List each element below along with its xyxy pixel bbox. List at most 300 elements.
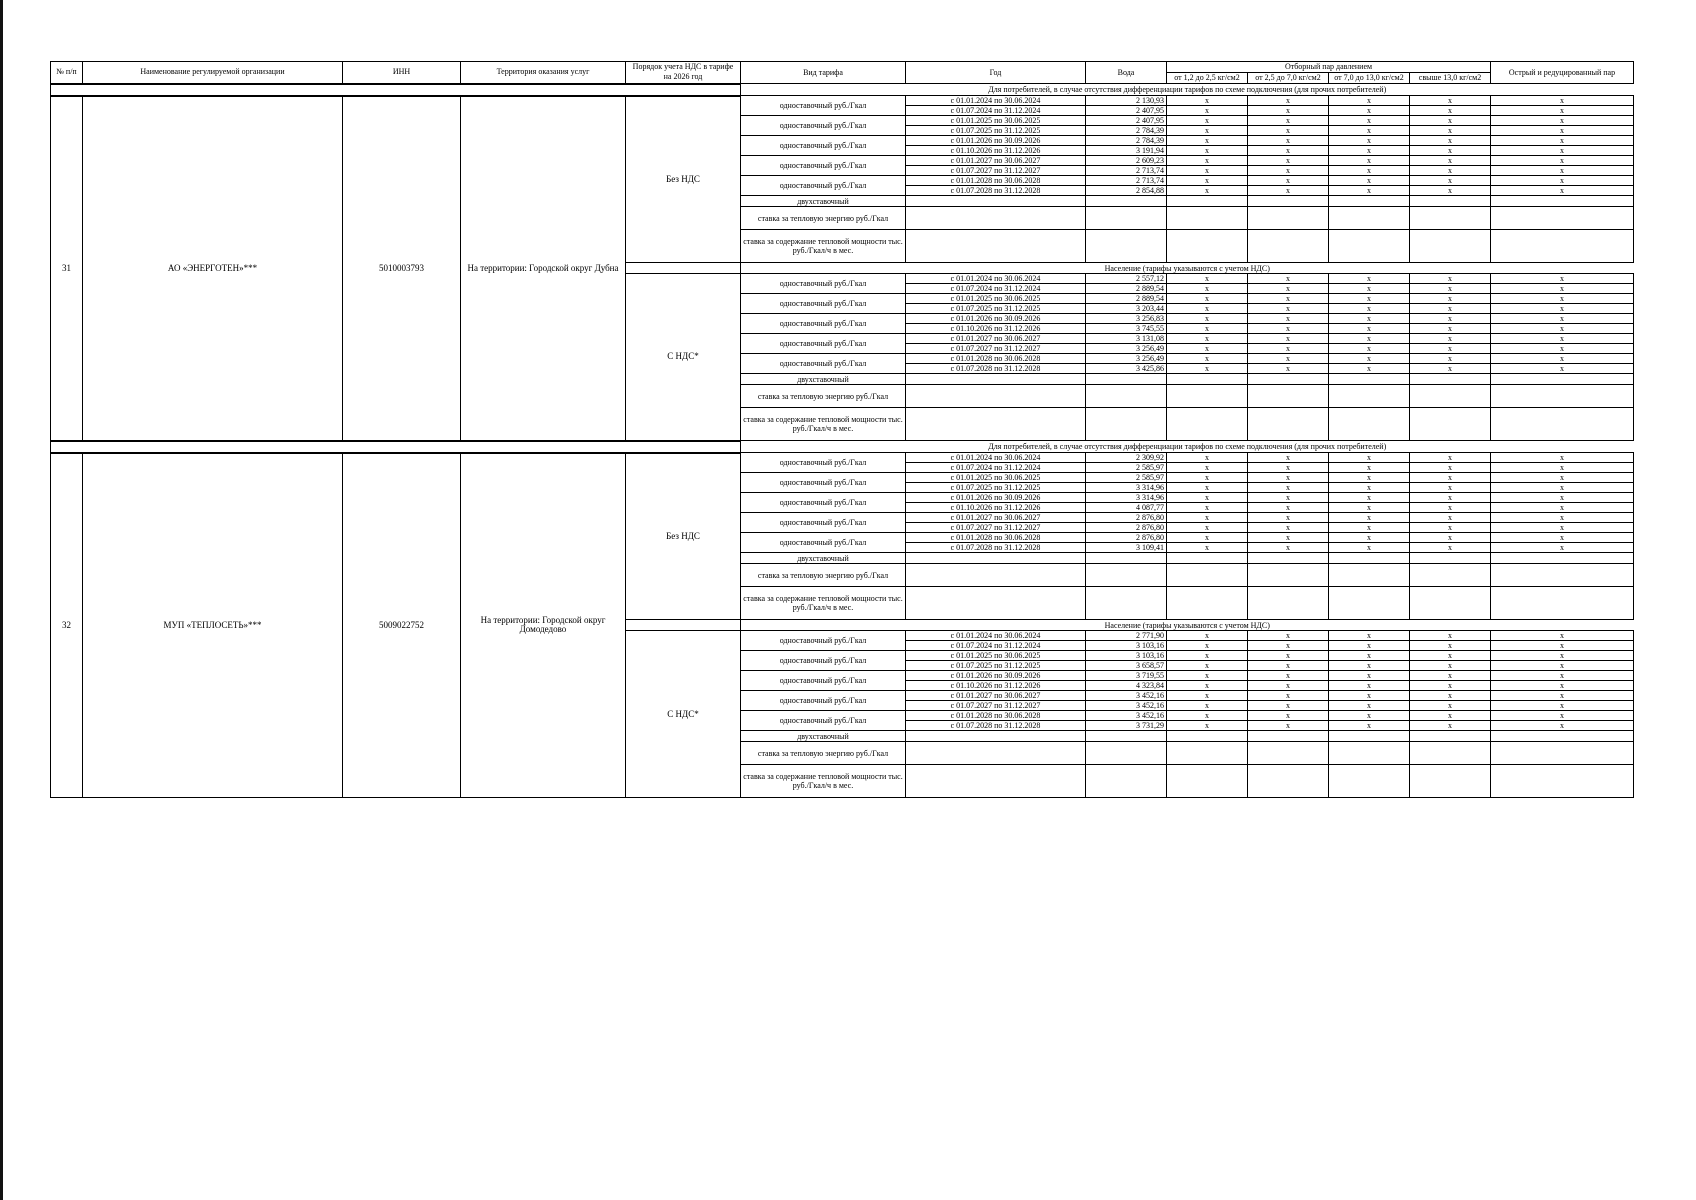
x-mark: x <box>1329 543 1410 553</box>
empty-cell <box>1410 731 1491 742</box>
water-value: 2 854,88 <box>1086 186 1167 196</box>
period-cell: с 01.01.2027 по 30.06.2027 <box>906 334 1086 344</box>
x-mark: x <box>1491 523 1634 533</box>
energy-rate-label: ставка за тепловую энергию руб./Гкал <box>741 207 906 230</box>
empty-cell <box>1491 408 1634 441</box>
x-mark: x <box>1491 364 1634 374</box>
x-mark: x <box>1248 651 1329 661</box>
single-rate-label: одноставочный руб./Гкал <box>741 294 906 314</box>
period-cell: с 01.01.2026 по 30.09.2026 <box>906 314 1086 324</box>
header-pressure-2: от 2,5 до 7,0 кг/см2 <box>1248 73 1329 84</box>
x-mark: x <box>1329 463 1410 473</box>
section-gap <box>51 84 741 96</box>
x-mark: x <box>1491 146 1634 156</box>
x-mark: x <box>1248 314 1329 324</box>
x-mark: x <box>1248 533 1329 543</box>
x-mark: x <box>1167 671 1248 681</box>
x-mark: x <box>1167 661 1248 671</box>
x-mark: x <box>1248 324 1329 334</box>
x-mark: x <box>1167 503 1248 513</box>
x-mark: x <box>1410 543 1491 553</box>
empty-cell <box>1329 765 1410 798</box>
x-mark: x <box>1167 156 1248 166</box>
x-mark: x <box>1329 453 1410 463</box>
empty-cell <box>1086 742 1167 765</box>
section-gap <box>51 441 741 453</box>
empty-cell <box>906 553 1086 564</box>
water-value: 2 609,23 <box>1086 156 1167 166</box>
empty-cell <box>1167 731 1248 742</box>
x-mark: x <box>1410 176 1491 186</box>
empty-cell <box>1329 196 1410 207</box>
tariff-table <box>50 61 1634 798</box>
capacity-rate-label: ставка за содержание тепловой мощности тыс. руб./Гкал/ч в мес. <box>741 230 906 263</box>
period-cell: с 01.07.2025 по 31.12.2025 <box>906 483 1086 493</box>
empty-cell <box>1491 196 1634 207</box>
empty-cell <box>1086 230 1167 263</box>
water-value: 3 203,44 <box>1086 304 1167 314</box>
empty-cell <box>1248 385 1329 408</box>
single-rate-label: одноставочный руб./Гкал <box>741 671 906 691</box>
x-mark: x <box>1167 631 1248 641</box>
x-mark: x <box>1248 96 1329 106</box>
period-cell: с 01.07.2025 по 31.12.2025 <box>906 126 1086 136</box>
period-cell: с 01.01.2025 по 30.06.2025 <box>906 116 1086 126</box>
empty-cell <box>1167 564 1248 587</box>
x-mark: x <box>1167 711 1248 721</box>
x-mark: x <box>1167 136 1248 146</box>
x-mark: x <box>1329 711 1410 721</box>
x-mark: x <box>1329 96 1410 106</box>
period-cell: с 01.01.2024 по 30.06.2024 <box>906 274 1086 284</box>
x-mark: x <box>1491 463 1634 473</box>
x-mark: x <box>1410 274 1491 284</box>
x-mark: x <box>1410 533 1491 543</box>
x-mark: x <box>1329 701 1410 711</box>
empty-cell <box>1167 553 1248 564</box>
water-value: 3 452,16 <box>1086 701 1167 711</box>
period-cell: с 01.10.2026 по 31.12.2026 <box>906 503 1086 513</box>
empty-cell <box>906 207 1086 230</box>
single-rate-label: одноставочный руб./Гкал <box>741 354 906 374</box>
energy-rate-label: ставка за тепловую энергию руб./Гкал <box>741 385 906 408</box>
x-mark: x <box>1248 641 1329 651</box>
empty-cell <box>1491 553 1634 564</box>
period-cell: с 01.01.2028 по 30.06.2028 <box>906 176 1086 186</box>
x-mark: x <box>1491 711 1634 721</box>
x-mark: x <box>1491 304 1634 314</box>
header-tariff-type: Вид тарифа <box>741 62 906 84</box>
single-rate-label: одноставочный руб./Гкал <box>741 493 906 513</box>
vat-gap <box>626 620 741 631</box>
x-mark: x <box>1410 691 1491 701</box>
water-value: 2 713,74 <box>1086 176 1167 186</box>
single-rate-label: одноставочный руб./Гкал <box>741 513 906 533</box>
period-cell: с 01.01.2025 по 30.06.2025 <box>906 294 1086 304</box>
x-mark: x <box>1248 493 1329 503</box>
energy-rate-label: ставка за тепловую энергию руб./Гкал <box>741 564 906 587</box>
x-mark: x <box>1248 106 1329 116</box>
x-mark: x <box>1410 503 1491 513</box>
period-cell: с 01.07.2028 по 31.12.2028 <box>906 721 1086 731</box>
x-mark: x <box>1410 324 1491 334</box>
x-mark: x <box>1167 364 1248 374</box>
period-cell: с 01.01.2026 по 30.09.2026 <box>906 136 1086 146</box>
x-mark: x <box>1167 186 1248 196</box>
x-mark: x <box>1167 176 1248 186</box>
header-pressure-1: от 1,2 до 2,5 кг/см2 <box>1167 73 1248 84</box>
empty-cell <box>1410 587 1491 620</box>
x-mark: x <box>1167 274 1248 284</box>
x-mark: x <box>1410 631 1491 641</box>
x-mark: x <box>1491 136 1634 146</box>
org-inn: 5009022752 <box>343 453 461 798</box>
water-value: 2 130,93 <box>1086 96 1167 106</box>
energy-rate-label: ставка за тепловую энергию руб./Гкал <box>741 742 906 765</box>
header-num: № п/п <box>51 62 83 84</box>
single-rate-label: одноставочный руб./Гкал <box>741 334 906 354</box>
empty-cell <box>906 742 1086 765</box>
vat-mode: С НДС* <box>626 274 741 441</box>
x-mark: x <box>1329 334 1410 344</box>
x-mark: x <box>1329 344 1410 354</box>
empty-cell <box>1167 196 1248 207</box>
x-mark: x <box>1167 324 1248 334</box>
x-mark: x <box>1167 651 1248 661</box>
x-mark: x <box>1491 126 1634 136</box>
empty-cell <box>1329 742 1410 765</box>
single-rate-label: одноставочный руб./Гкал <box>741 176 906 196</box>
empty-cell <box>1248 207 1329 230</box>
org-name: МУП «ТЕПЛОСЕТЬ»*** <box>83 453 343 798</box>
water-value: 3 658,57 <box>1086 661 1167 671</box>
empty-cell <box>1248 564 1329 587</box>
period-cell: с 01.10.2026 по 31.12.2026 <box>906 324 1086 334</box>
empty-cell <box>1491 765 1634 798</box>
org-territory: На территории: Городской округ Дубна <box>461 96 626 441</box>
period-cell: с 01.01.2027 по 30.06.2027 <box>906 691 1086 701</box>
x-mark: x <box>1410 671 1491 681</box>
x-mark: x <box>1410 493 1491 503</box>
empty-cell <box>1167 408 1248 441</box>
x-mark: x <box>1410 334 1491 344</box>
x-mark: x <box>1491 701 1634 711</box>
two-rate-label: двухставочный <box>741 196 906 207</box>
header-sharp-steam: Острый и редуцированный пар <box>1491 62 1634 84</box>
x-mark: x <box>1410 314 1491 324</box>
period-cell: с 01.01.2024 по 30.06.2024 <box>906 96 1086 106</box>
water-value: 2 876,80 <box>1086 523 1167 533</box>
empty-cell <box>1086 731 1167 742</box>
x-mark: x <box>1410 294 1491 304</box>
x-mark: x <box>1248 334 1329 344</box>
x-mark: x <box>1410 661 1491 671</box>
x-mark: x <box>1329 126 1410 136</box>
x-mark: x <box>1248 681 1329 691</box>
x-mark: x <box>1248 671 1329 681</box>
x-mark: x <box>1329 533 1410 543</box>
empty-cell <box>1410 742 1491 765</box>
header-pressure-4: свыше 13,0 кг/см2 <box>1410 73 1491 84</box>
x-mark: x <box>1167 106 1248 116</box>
x-mark: x <box>1329 314 1410 324</box>
x-mark: x <box>1410 641 1491 651</box>
x-mark: x <box>1491 681 1634 691</box>
period-cell: с 01.01.2025 по 30.06.2025 <box>906 651 1086 661</box>
x-mark: x <box>1167 493 1248 503</box>
x-mark: x <box>1167 533 1248 543</box>
empty-cell <box>1410 564 1491 587</box>
capacity-rate-label: ставка за содержание тепловой мощности тыс. руб./Гкал/ч в мес. <box>741 408 906 441</box>
x-mark: x <box>1167 701 1248 711</box>
x-mark: x <box>1329 473 1410 483</box>
header-water: Вода <box>1086 62 1167 84</box>
empty-cell <box>1329 374 1410 385</box>
empty-cell <box>1086 587 1167 620</box>
empty-cell <box>1491 374 1634 385</box>
period-cell: с 01.01.2024 по 30.06.2024 <box>906 631 1086 641</box>
single-rate-label: одноставочный руб./Гкал <box>741 96 906 116</box>
x-mark: x <box>1167 641 1248 651</box>
x-mark: x <box>1491 513 1634 523</box>
empty-cell <box>1248 374 1329 385</box>
table-body <box>51 84 1634 798</box>
x-mark: x <box>1410 473 1491 483</box>
single-rate-label: одноставочный руб./Гкал <box>741 274 906 294</box>
tariff-row <box>51 453 1634 463</box>
period-cell: с 01.01.2027 по 30.06.2027 <box>906 156 1086 166</box>
x-mark: x <box>1167 483 1248 493</box>
x-mark: x <box>1491 453 1634 463</box>
x-mark: x <box>1329 156 1410 166</box>
x-mark: x <box>1410 126 1491 136</box>
vat-gap <box>626 263 741 274</box>
empty-cell <box>1248 742 1329 765</box>
x-mark: x <box>1491 473 1634 483</box>
x-mark: x <box>1248 661 1329 671</box>
x-mark: x <box>1329 304 1410 314</box>
empty-cell <box>1410 230 1491 263</box>
water-value: 2 889,54 <box>1086 294 1167 304</box>
x-mark: x <box>1329 681 1410 691</box>
empty-cell <box>1086 374 1167 385</box>
empty-cell <box>906 374 1086 385</box>
x-mark: x <box>1491 671 1634 681</box>
empty-cell <box>1410 408 1491 441</box>
empty-cell <box>1491 564 1634 587</box>
two-rate-label: двухставочный <box>741 553 906 564</box>
x-mark: x <box>1248 543 1329 553</box>
x-mark: x <box>1329 274 1410 284</box>
x-mark: x <box>1329 483 1410 493</box>
x-mark: x <box>1329 691 1410 701</box>
period-cell: с 01.01.2028 по 30.06.2028 <box>906 711 1086 721</box>
water-value: 3 256,83 <box>1086 314 1167 324</box>
period-cell: с 01.01.2028 по 30.06.2028 <box>906 533 1086 543</box>
x-mark: x <box>1491 493 1634 503</box>
empty-cell <box>1248 196 1329 207</box>
x-mark: x <box>1329 493 1410 503</box>
x-mark: x <box>1491 284 1634 294</box>
empty-cell <box>1086 408 1167 441</box>
period-cell: с 01.01.2027 по 30.06.2027 <box>906 513 1086 523</box>
x-mark: x <box>1248 483 1329 493</box>
org-name: АО «ЭНЕРГОТЕН»*** <box>83 96 343 441</box>
single-rate-label: одноставочный руб./Гкал <box>741 156 906 176</box>
x-mark: x <box>1491 106 1634 116</box>
empty-cell <box>1491 587 1634 620</box>
x-mark: x <box>1248 166 1329 176</box>
x-mark: x <box>1491 503 1634 513</box>
section-row <box>51 441 1634 453</box>
x-mark: x <box>1491 721 1634 731</box>
period-cell: с 01.07.2024 по 31.12.2024 <box>906 284 1086 294</box>
single-rate-label: одноставочный руб./Гкал <box>741 533 906 553</box>
x-mark: x <box>1410 146 1491 156</box>
org-territory: На территории: Городской округ Домодедово <box>461 453 626 798</box>
vat-mode: Без НДС <box>626 96 741 263</box>
x-mark: x <box>1248 116 1329 126</box>
empty-cell <box>906 564 1086 587</box>
single-rate-label: одноставочный руб./Гкал <box>741 314 906 334</box>
capacity-rate-label: ставка за содержание тепловой мощности тыс. руб./Гкал/ч в мес. <box>741 587 906 620</box>
x-mark: x <box>1167 523 1248 533</box>
x-mark: x <box>1410 681 1491 691</box>
empty-cell <box>1167 230 1248 263</box>
x-mark: x <box>1410 284 1491 294</box>
x-mark: x <box>1167 463 1248 473</box>
section-heading: Население (тарифы указываются с учетом НДС) <box>741 263 1634 274</box>
water-value: 3 314,96 <box>1086 483 1167 493</box>
period-cell: с 01.01.2026 по 30.09.2026 <box>906 493 1086 503</box>
x-mark: x <box>1410 186 1491 196</box>
x-mark: x <box>1491 324 1634 334</box>
x-mark: x <box>1410 483 1491 493</box>
single-rate-label: одноставочный руб./Гкал <box>741 116 906 136</box>
x-mark: x <box>1410 364 1491 374</box>
empty-cell <box>1086 553 1167 564</box>
x-mark: x <box>1329 146 1410 156</box>
water-value: 2 889,54 <box>1086 284 1167 294</box>
x-mark: x <box>1167 146 1248 156</box>
water-value: 2 585,97 <box>1086 473 1167 483</box>
x-mark: x <box>1329 661 1410 671</box>
x-mark: x <box>1491 314 1634 324</box>
x-mark: x <box>1410 721 1491 731</box>
period-cell: с 01.07.2028 по 31.12.2028 <box>906 543 1086 553</box>
x-mark: x <box>1167 721 1248 731</box>
x-mark: x <box>1329 641 1410 651</box>
empty-cell <box>1491 742 1634 765</box>
x-mark: x <box>1167 334 1248 344</box>
x-mark: x <box>1491 691 1634 701</box>
section-row <box>51 84 1634 96</box>
empty-cell <box>1248 408 1329 441</box>
single-rate-label: одноставочный руб./Гкал <box>741 691 906 711</box>
period-cell: с 01.01.2028 по 30.06.2028 <box>906 354 1086 364</box>
x-mark: x <box>1329 284 1410 294</box>
water-value: 2 585,97 <box>1086 463 1167 473</box>
empty-cell <box>1167 765 1248 798</box>
x-mark: x <box>1167 691 1248 701</box>
section-heading: Население (тарифы указываются с учетом НДС) <box>741 620 1634 631</box>
x-mark: x <box>1491 631 1634 641</box>
x-mark: x <box>1329 116 1410 126</box>
period-cell: с 01.07.2028 по 31.12.2028 <box>906 186 1086 196</box>
single-rate-label: одноставочный руб./Гкал <box>741 651 906 671</box>
empty-cell <box>1329 553 1410 564</box>
section-heading: Для потребителей, в случае отсутствия дифференциации тарифов по схеме подключения (для прочих потребителей) <box>741 441 1634 453</box>
x-mark: x <box>1410 701 1491 711</box>
empty-cell <box>1491 731 1634 742</box>
empty-cell <box>1329 408 1410 441</box>
empty-cell <box>1248 587 1329 620</box>
empty-cell <box>1167 587 1248 620</box>
water-value: 2 407,95 <box>1086 106 1167 116</box>
x-mark: x <box>1248 146 1329 156</box>
x-mark: x <box>1248 453 1329 463</box>
period-cell: с 01.07.2027 по 31.12.2027 <box>906 166 1086 176</box>
period-cell: с 01.10.2026 по 31.12.2026 <box>906 681 1086 691</box>
x-mark: x <box>1491 186 1634 196</box>
water-value: 4 087,77 <box>1086 503 1167 513</box>
water-value: 3 109,41 <box>1086 543 1167 553</box>
x-mark: x <box>1167 354 1248 364</box>
x-mark: x <box>1248 463 1329 473</box>
water-value: 2 309,92 <box>1086 453 1167 463</box>
empty-cell <box>1167 742 1248 765</box>
water-value: 2 557,12 <box>1086 274 1167 284</box>
x-mark: x <box>1167 543 1248 553</box>
x-mark: x <box>1329 354 1410 364</box>
empty-cell <box>1248 230 1329 263</box>
empty-cell <box>1410 374 1491 385</box>
x-mark: x <box>1248 304 1329 314</box>
empty-cell <box>906 230 1086 263</box>
x-mark: x <box>1248 364 1329 374</box>
x-mark: x <box>1167 284 1248 294</box>
two-rate-label: двухставочный <box>741 731 906 742</box>
empty-cell <box>1086 207 1167 230</box>
page-edge <box>0 0 3 1200</box>
x-mark: x <box>1410 523 1491 533</box>
x-mark: x <box>1491 661 1634 671</box>
water-value: 4 323,84 <box>1086 681 1167 691</box>
water-value: 3 191,94 <box>1086 146 1167 156</box>
x-mark: x <box>1329 364 1410 374</box>
x-mark: x <box>1248 721 1329 731</box>
empty-cell <box>1167 374 1248 385</box>
x-mark: x <box>1491 533 1634 543</box>
x-mark: x <box>1167 681 1248 691</box>
x-mark: x <box>1329 631 1410 641</box>
empty-cell <box>1410 207 1491 230</box>
x-mark: x <box>1329 166 1410 176</box>
x-mark: x <box>1248 473 1329 483</box>
x-mark: x <box>1410 136 1491 146</box>
water-value: 3 256,49 <box>1086 354 1167 364</box>
x-mark: x <box>1167 473 1248 483</box>
x-mark: x <box>1491 274 1634 284</box>
period-cell: с 01.07.2025 по 31.12.2025 <box>906 661 1086 671</box>
x-mark: x <box>1248 344 1329 354</box>
water-value: 2 784,39 <box>1086 136 1167 146</box>
single-rate-label: одноставочный руб./Гкал <box>741 136 906 156</box>
water-value: 3 131,08 <box>1086 334 1167 344</box>
period-cell: с 01.07.2025 по 31.12.2025 <box>906 304 1086 314</box>
empty-cell <box>1329 385 1410 408</box>
x-mark: x <box>1410 344 1491 354</box>
